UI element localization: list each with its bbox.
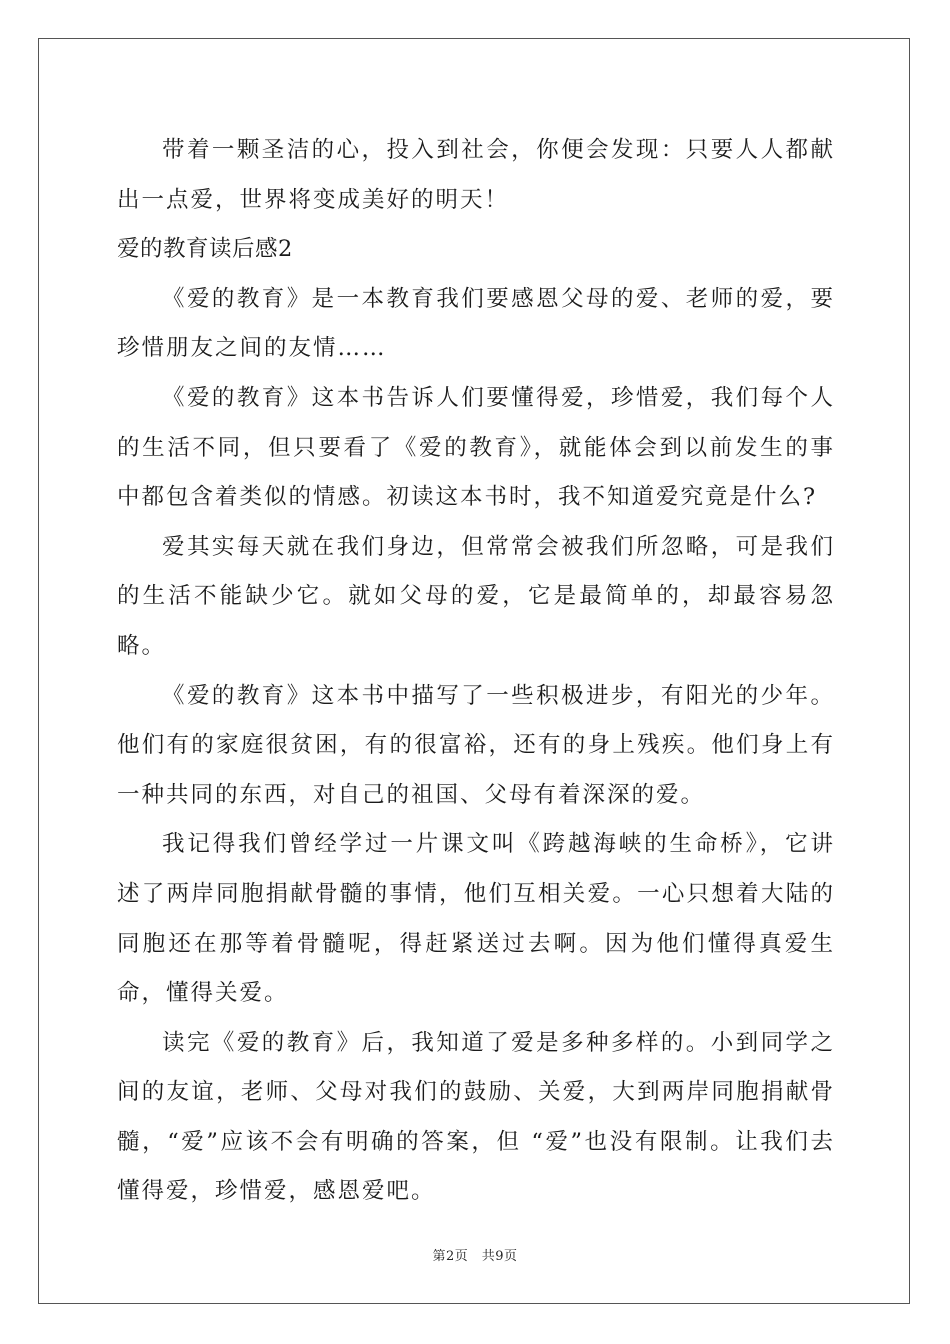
body-paragraph: 爱其实每天就在我们身边，但常常会被我们所忽略，可是我们的生活不能缺少它。就如父母的爱，它是最简单的，却最容易忽略。 (117, 533, 835, 659)
body-paragraph: 读完《爱的教育》后，我知道了爱是多种多样的。小到同学之间的友谊，老师、父母对我们的鼓励、关爱，大到两岸同胞捐献骨髓，“爱”应该不会有明确的答案，但 “爱”也没有限制。让我们去懂得爱，珍惜爱，感恩爱吧。 (117, 1029, 835, 1205)
body-paragraph: 《爱的教育》是一本教育我们要感恩父母的爱、老师的爱，要珍惜朋友之间的友情…… (117, 285, 835, 362)
section-heading: 爱的教育读后感2 (117, 236, 293, 263)
body-paragraph: 《爱的教育》这本书中描写了一些积极进步，有阳光的少年。他们有的家庭很贫困，有的很富裕，还有的身上残疾。他们身上有一种共同的东西，对自己的祖国、父母有着深深的爱。 (117, 682, 835, 808)
closing-paragraph: 带着一颗圣洁的心，投入到社会，你便会发现：只要人人都献出一点爱，世界将变成美好的明天！ (117, 137, 835, 213)
document-body (117, 126, 835, 1217)
body-paragraph: 我记得我们曾经学过一片课文叫《跨越海峡的生命桥》，它讲述了两岸同胞捐献骨髓的事情，他们互相关爱。一心只想着大陆的同胞还在那等着骨髓呢，得赶紧送过去啊。因为他们懂得真爱生命，懂得关爱。 (117, 831, 835, 1007)
body-paragraph: 《爱的教育》这本书告诉人们要懂得爱，珍惜爱，我们每个人的生活不同，但只要看了《爱的教育》，就能体会到以前发生的事中都包含着类似的情感。初读这本书时，我不知道爱究竟是什么? (117, 384, 835, 511)
page-number-footer: 第2页 共9页 (432, 1249, 518, 1264)
